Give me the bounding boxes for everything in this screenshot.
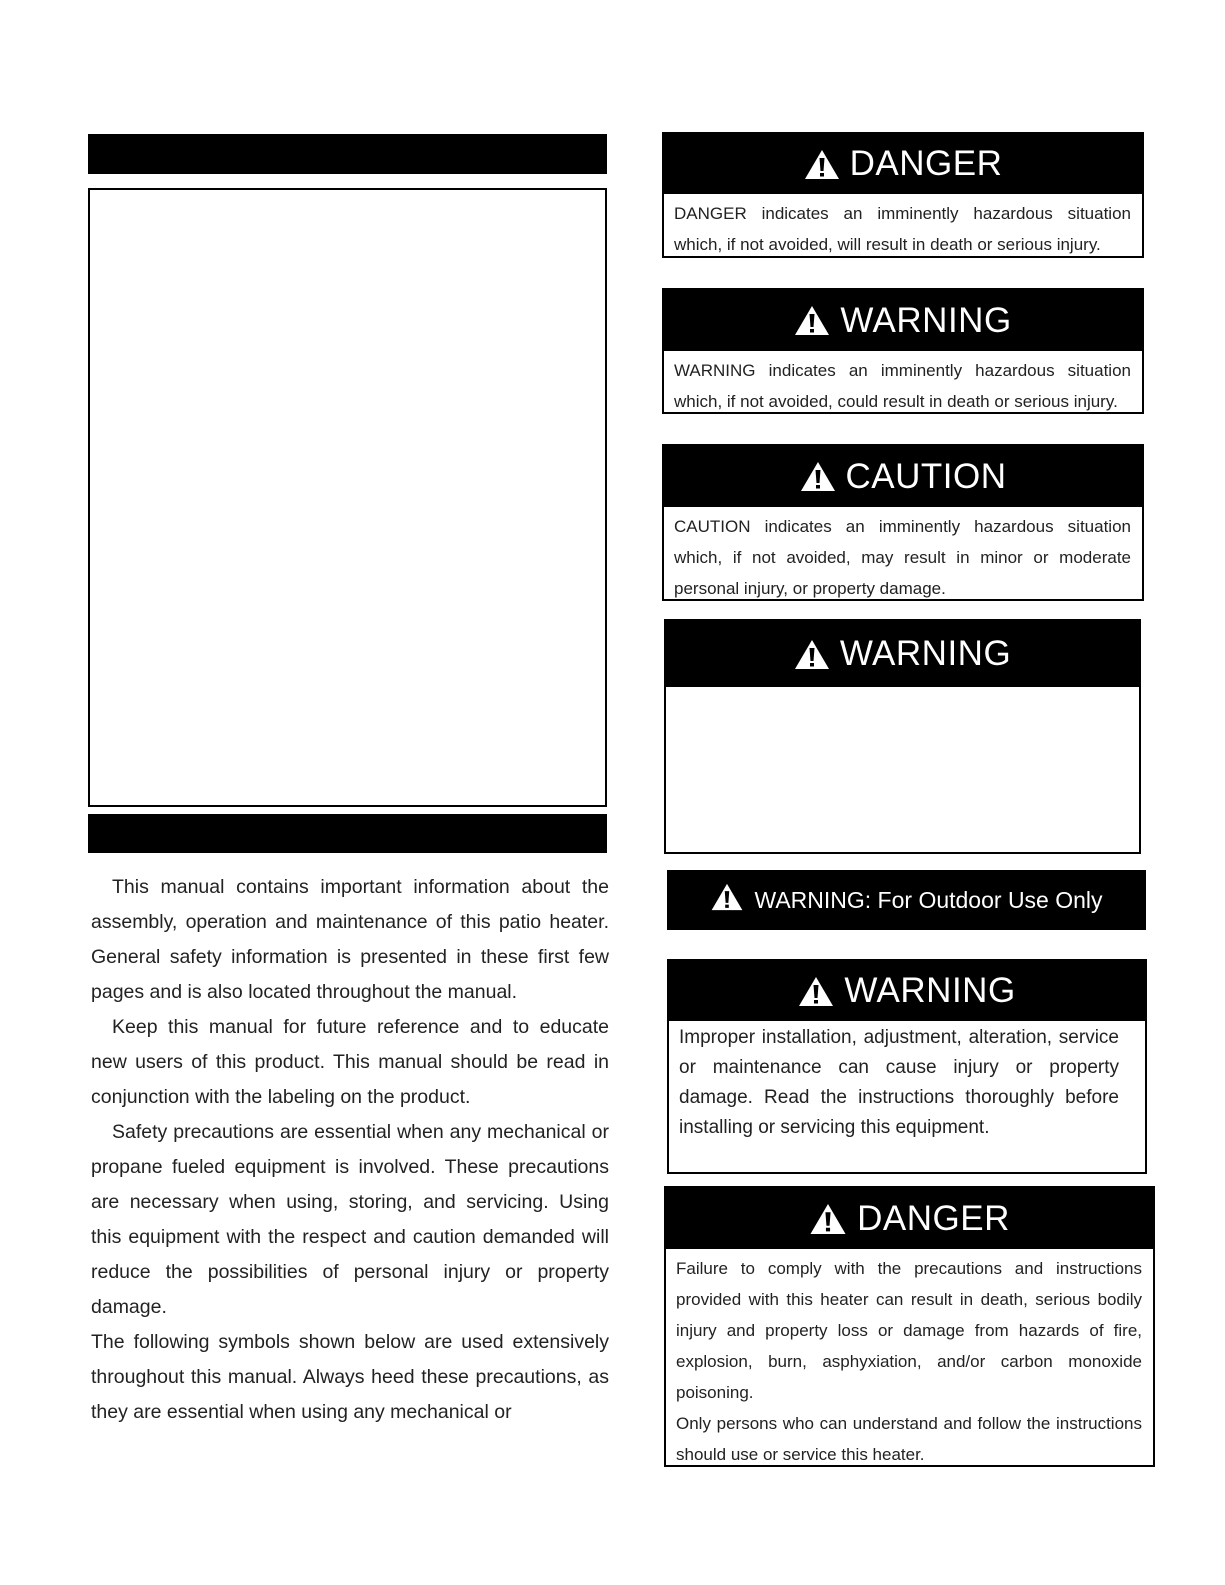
warning-triangle-icon xyxy=(804,149,840,180)
warning-header xyxy=(664,290,1142,351)
warning-description: Improper installation, adjustment, alteration, service or maintenance can cause injury or property damage. Read the instructions thoroughly before installing or servicing this equipment. xyxy=(679,1027,1119,1138)
danger-header xyxy=(666,1188,1153,1249)
warning-triangle-icon xyxy=(800,461,836,492)
warning-label xyxy=(664,619,1141,854)
warning-triangle-icon xyxy=(794,305,830,336)
intro-paragraph: The following symbols shown below are used extensively throughout this manual. Always heed these precautions, as they are essential when using any mechanical or xyxy=(91,1331,609,1423)
warning-header xyxy=(666,621,1139,687)
danger-description: DANGER indicates an imminently hazardous situation which, if not avoided, will result in death or serious injury. xyxy=(674,204,1131,254)
intro-paragraph: Safety precautions are essential when any mechanical or propane fueled equipment is involved. These precautions are necessary when using, storing, and servicing. Using this equipment with the respect and caution demanded will reduce the possibilities of personal injury or property damage. xyxy=(91,1121,609,1318)
failure-to-comply-danger xyxy=(664,1186,1155,1467)
danger-description: Failure to comply with the precautions and instructions provided with this heater can result in death, serious bodily injury and property loss or damage from hazards of fire, explosion, burn, asphyxiation, and/or carbon monoxide poisoning. Only persons who can understand and follow the instructions should use or service this heater. xyxy=(676,1259,1142,1464)
section-header-bar xyxy=(88,134,607,174)
improper-installation-warning xyxy=(667,959,1147,1174)
introduction-header-bar xyxy=(88,814,607,853)
intro-paragraph: Keep this manual for future reference and to educate new users of this product. This manual should be read in conjunction with the labeling on the product. xyxy=(91,1016,609,1108)
warning-triangle-icon xyxy=(794,639,830,670)
caution-title: CAUTION xyxy=(845,456,1007,496)
warning-definition-label xyxy=(662,288,1144,414)
warning-triangle-icon xyxy=(710,883,744,917)
caution-definition-label xyxy=(662,444,1144,601)
danger-title: DANGER xyxy=(849,144,1003,183)
caution-header xyxy=(664,446,1142,507)
warning-triangle-icon xyxy=(798,976,834,1007)
warning-title: WARNING xyxy=(844,971,1016,1010)
outdoor-use-banner xyxy=(667,870,1146,930)
intro-paragraph: This manual contains important information about the assembly, operation and maintenance of this patio heater. General safety information is presented in these first few pages and is also located throughout the manual. xyxy=(91,876,609,1003)
warning-title: WARNING xyxy=(839,634,1012,673)
warning-header xyxy=(669,961,1145,1021)
introduction-text xyxy=(91,870,609,1430)
danger-definition-label xyxy=(662,132,1144,258)
outdoor-use-text: WARNING: For Outdoor Use Only xyxy=(754,886,1103,913)
warning-title: WARNING xyxy=(840,300,1012,340)
danger-header xyxy=(664,134,1142,194)
danger-title: DANGER xyxy=(857,1198,1010,1238)
caution-description: CAUTION indicates an imminently hazardous situation which, if not avoided, may result in minor or moderate personal injury, or property damage. xyxy=(674,517,1131,598)
warning-triangle-icon xyxy=(809,1203,847,1235)
content-frame xyxy=(88,188,607,807)
warning-description: WARNING indicates an imminently hazardous situation which, if not avoided, could result in death or serious injury. xyxy=(674,361,1131,411)
